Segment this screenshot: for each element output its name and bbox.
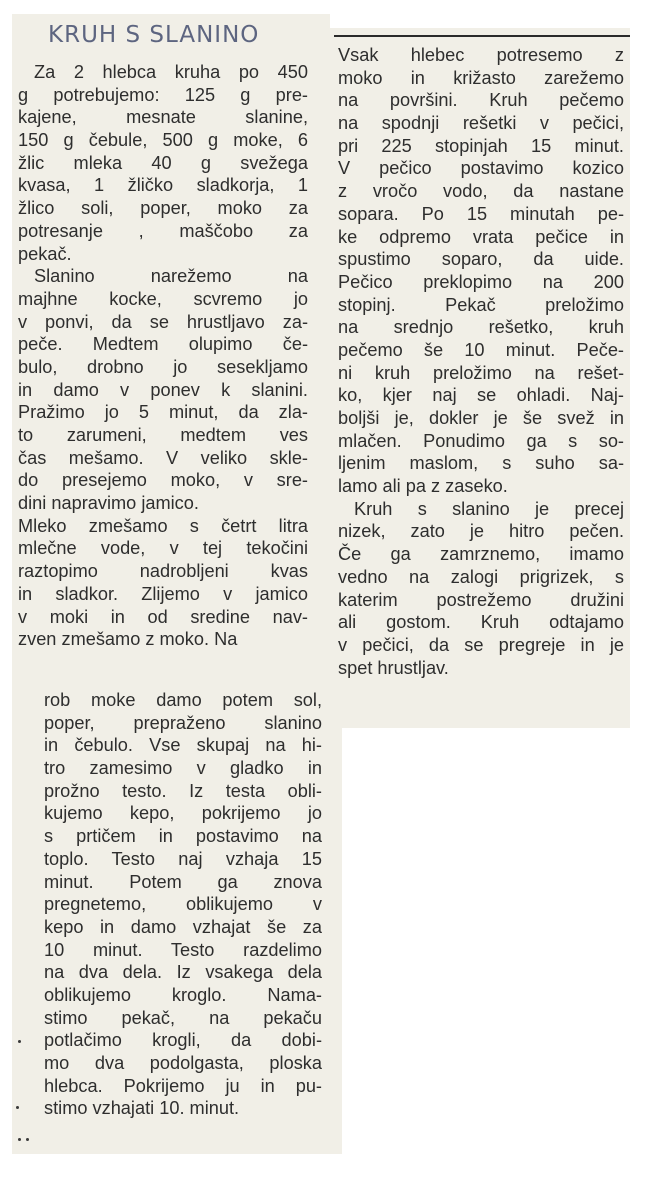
text-line: v ponvi, da se hrustljavo za- [18, 311, 308, 332]
text-line: na površini. Kruh pečemo [338, 90, 624, 111]
text-line: pekač. [18, 243, 72, 264]
text-line: pregnetemo, oblikujemo v [44, 894, 322, 915]
text-line: kepo in damo vzhajat še za [44, 916, 322, 937]
text-line: ljenim maslom, s suho sa- [338, 453, 624, 474]
text-line: zven zmešamo z moko. Na [18, 629, 238, 650]
text-line: in čebulo. Vse skupaj na hi- [44, 735, 322, 756]
text-line: čas mešamo. V veliko skle- [18, 447, 308, 468]
text-line: pečemo še 10 minut. Peče- [338, 339, 624, 360]
text-line: majhne kocke, scvremo jo [18, 288, 308, 309]
text-line: V pečico postavimo kozico [338, 158, 624, 179]
left-column-bottom [44, 689, 322, 1120]
text-line: Vsak hlebec potresemo z [338, 45, 624, 65]
text-line: kajene, mesnate slanine, [18, 107, 308, 128]
print-speck [16, 1106, 19, 1109]
right-column [338, 44, 624, 679]
text-line: ali gostom. Kruh odtajamo [338, 612, 624, 633]
text-line: in damo v ponev k slanini. [18, 379, 308, 400]
text-line: mlečne vode, v tej tekočini [18, 538, 308, 559]
text-line: tro zamesimo v gladko in [44, 758, 322, 779]
text-line: moko in križasto zarežemo [338, 67, 624, 88]
text-line: raztopimo nadrobljeni kvas [18, 561, 308, 582]
text-line: dini napravimo jamico. [18, 493, 199, 514]
text-line: toplo. Testo naj vzhaja 15 [44, 848, 322, 869]
text-line: boljši je, dokler je še svež in [338, 408, 624, 428]
article-title: KRUH S SLANINO [48, 22, 260, 48]
print-speck [18, 1138, 21, 1141]
text-line: Kruh s slanino je precej [354, 498, 624, 519]
text-line: mlačen. Ponudimo ga s so- [338, 430, 624, 451]
text-line: pri 225 stopinjah 15 minut. [338, 135, 624, 156]
text-line: ko, kjer naj se ohladi. Naj- [338, 385, 624, 406]
top-rule-divider [334, 35, 630, 37]
text-line: sopara. Po 15 minutah pe- [338, 203, 624, 224]
text-line: stimo pekač, na pekaču [44, 1007, 322, 1028]
text-line: v moki in od sredine nav- [18, 606, 308, 627]
text-line: minut. Potem ga znova [44, 871, 322, 892]
text-line: hlebca. Pokrijemo ju in pu- [44, 1075, 322, 1096]
text-line: Pečico preklopimo na 200 [338, 271, 624, 292]
left-column-top [18, 61, 308, 651]
text-line: nizek, zato je hitro pečen. [338, 521, 624, 542]
text-line: prožno testo. Iz testa obli- [44, 780, 322, 801]
print-speck [26, 1138, 29, 1141]
text-line: s prtičem in postavimo na [44, 826, 322, 847]
text-line: žlic mleka 40 g svežega [18, 152, 308, 173]
text-line: stimo vzhajati 10. minut. [44, 1098, 240, 1119]
text-line: Pražimo jo 5 minut, da zla- [18, 402, 308, 423]
text-line: na srednjo rešetko, kruh [338, 317, 624, 338]
text-line: lamo ali pa z zaseko. [338, 476, 508, 497]
text-line: peče. Medtem olupimo če- [18, 334, 308, 355]
text-line: Če ga zamrznemo, imamo [338, 544, 624, 565]
text-line: vedno na zalogi prigrizek, s [338, 566, 624, 587]
text-line: ni kruh preložimo na rešet- [338, 362, 624, 383]
text-line: na spodnji rešetki v pečici, [338, 113, 624, 134]
text-line: kvasa, 1 žličko sladkorja, 1 [18, 175, 308, 196]
text-line: bulo, drobno jo sesekljamo [18, 356, 308, 377]
text-line: rob moke damo potem sol, [44, 690, 322, 710]
text-line: oblikujemo kroglo. Nama- [44, 984, 322, 1005]
text-line: kujemo kepo, pokrijemo jo [44, 803, 322, 824]
text-line: v pečici, da se pregreje in je [338, 634, 624, 655]
text-line: ke odpremo vrata pečice in [338, 226, 624, 247]
text-line: na dva dela. Iz vsakega dela [44, 962, 322, 983]
text-line: g potrebujemo: 125 g pre- [18, 84, 308, 105]
text-line: mo dva podolgasta, ploska [44, 1053, 322, 1073]
text-line: Za 2 hlebca kruha po 450 [34, 62, 308, 82]
text-line: to zarumeni, medtem ves [18, 425, 308, 445]
text-line: potresanje , maščobo za [18, 220, 308, 241]
text-line: 10 minut. Testo razdelimo [44, 939, 322, 960]
text-line: Slanino narežemo na [34, 266, 308, 287]
text-line: spustimo soparo, da uide. [338, 249, 624, 270]
text-line: in sladkor. Zlijemo v jamico [18, 583, 308, 604]
print-speck [18, 1040, 21, 1043]
text-line: z vročo vodo, da nastane [338, 181, 624, 202]
text-line: potlačimo krogli, da dobi- [44, 1030, 322, 1051]
text-line: Mleko zmešamo s četrt litra [18, 515, 308, 536]
text-line: stopinj. Pekač preložimo [338, 294, 624, 315]
text-line: katerim postrežemo družini [338, 589, 624, 610]
text-line: 150 g čebule, 500 g moke, 6 [18, 130, 308, 151]
text-line: poper, prepraženo slanino [44, 712, 322, 733]
text-line: žlico soli, poper, moko za [18, 198, 308, 219]
text-line: spet hrustljav. [338, 657, 449, 678]
text-line: do presejemo moko, v sre- [18, 470, 308, 491]
